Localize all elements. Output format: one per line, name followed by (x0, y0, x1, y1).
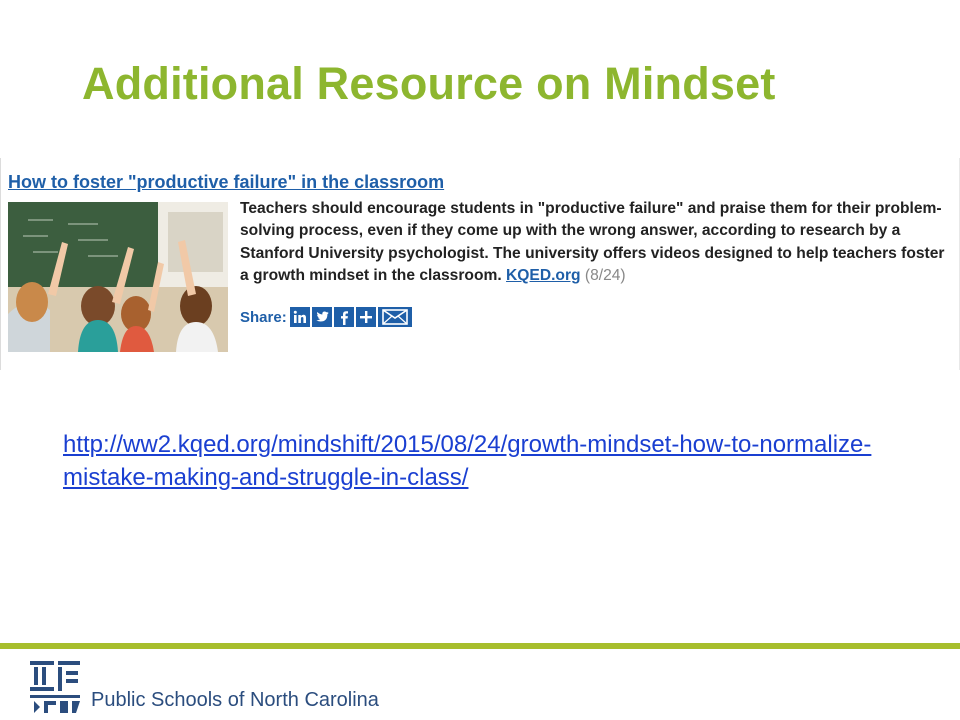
article-card (0, 158, 960, 370)
article-blurb (240, 198, 952, 288)
twitter-icon (314, 311, 329, 324)
more-share-button[interactable] (356, 307, 376, 327)
classroom-photo-illustration (8, 202, 228, 352)
email-share-button[interactable] (378, 307, 412, 327)
facebook-icon (339, 310, 349, 325)
linkedin-share-button[interactable] (290, 307, 310, 327)
source-link[interactable]: KQED.org (506, 267, 581, 285)
email-icon (382, 309, 408, 325)
facebook-share-button[interactable] (334, 307, 354, 327)
classroom-photo (8, 202, 228, 352)
article-headline-link[interactable]: How to foster "productive failure" in the classroom (8, 172, 445, 192)
plus-icon (360, 311, 372, 323)
nc-dpi-logo-icon (30, 659, 82, 715)
article-body: Teachers should encourage students in "productive failure" and praise them for their problem-solving process, even if they come up with the wrong answer, according to research by a Stanford University psychologist. The university offers videos designed to help teachers foster a growth mindset in the classroom. (240, 200, 945, 285)
twitter-share-button[interactable] (312, 307, 332, 327)
nc-dpi-logo-graphic (30, 659, 82, 715)
slide-title: Additional Resource on Mindset (82, 58, 776, 109)
org-name: Public Schools of North Carolina (91, 689, 379, 711)
article-date: (8/24) (584, 267, 626, 285)
share-label: Share: (240, 308, 287, 326)
resource-url-link[interactable]: http://ww2.kqed.org/mindshift/2015/08/24/growth-mindset-how-to-normalize-mistake-making-and-struggle-in-class/ (63, 431, 872, 491)
footer-divider (0, 643, 960, 649)
share-row (240, 306, 414, 328)
linkedin-icon (293, 310, 307, 324)
